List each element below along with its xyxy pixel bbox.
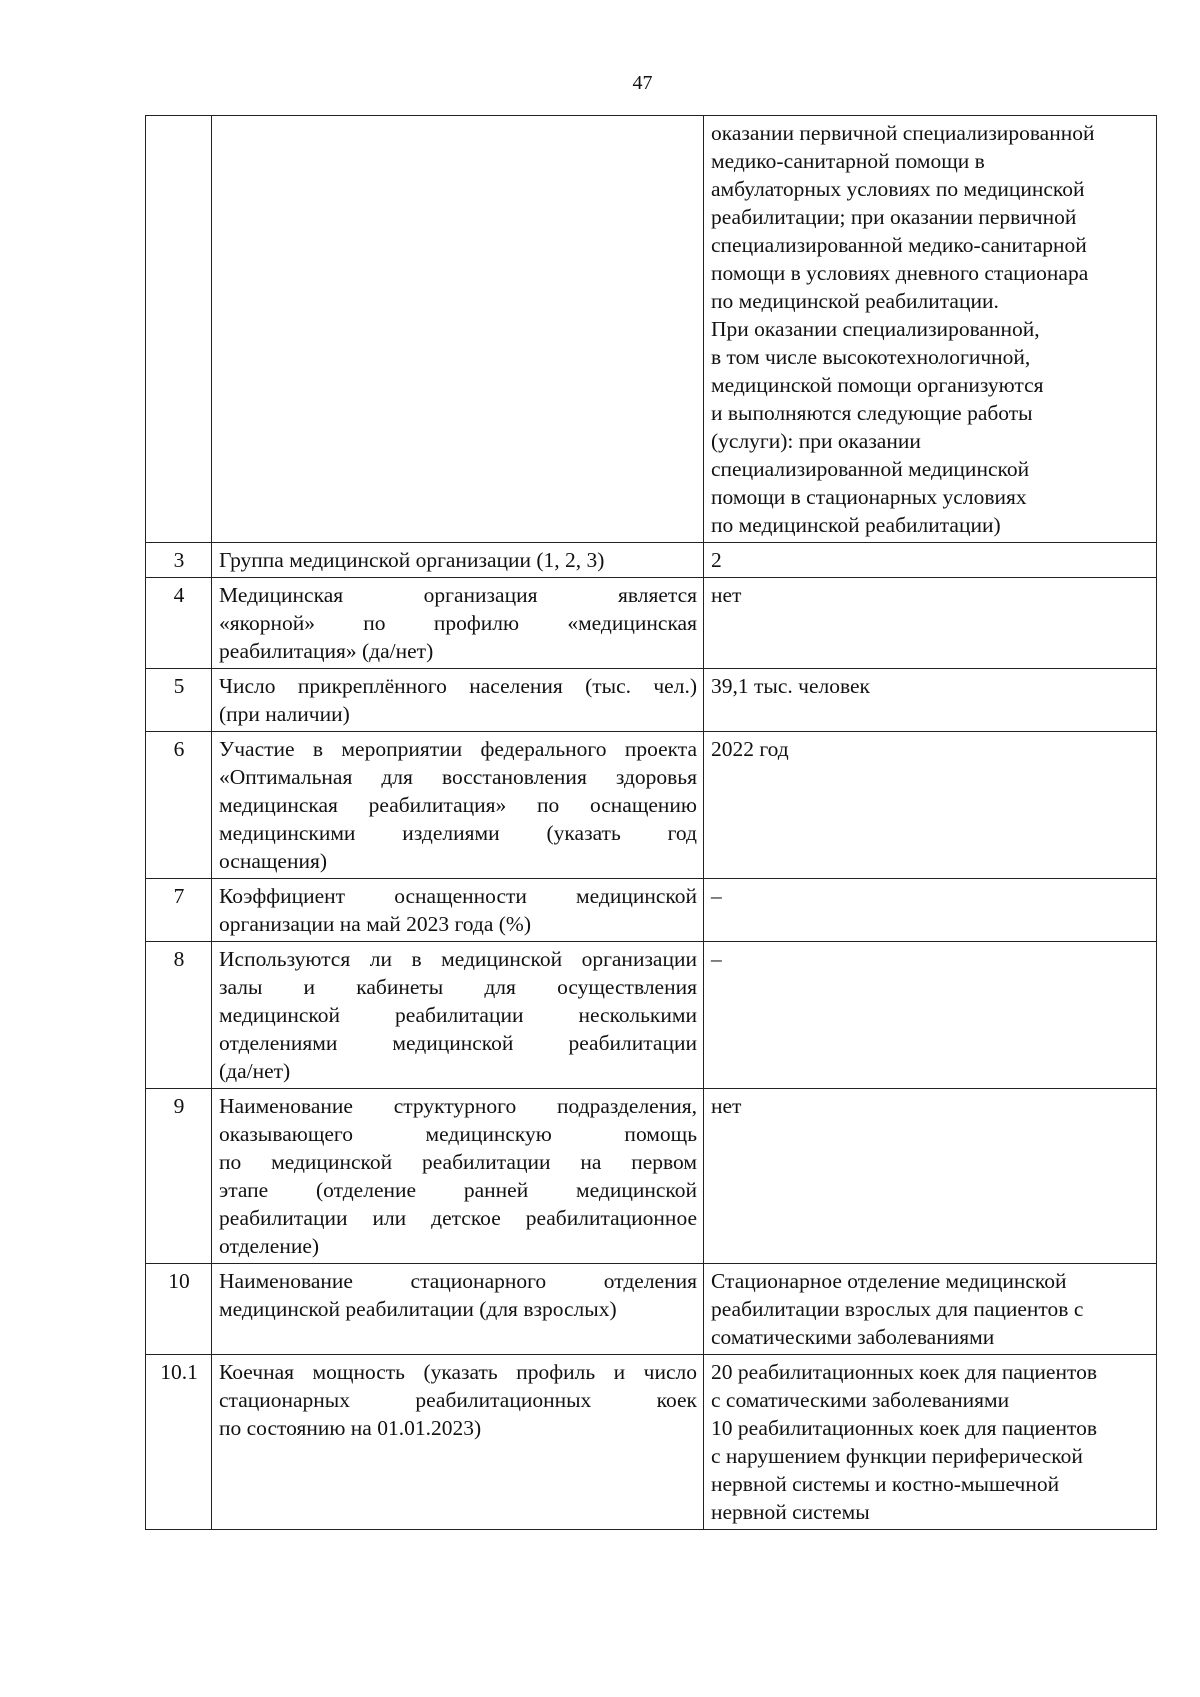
value-cell [704,543,1157,578]
parameter-line: медицинской реабилитации несколькими [219,1003,697,1027]
value-line: помощи в стационарных условиях [711,485,1027,509]
value-line: соматическими заболеваниями [711,1325,995,1349]
parameter-line: «якорной» по профилю «медицинская [219,611,697,635]
value-line: в том числе высокотехнологичной, [711,345,1031,369]
table-row [146,669,1157,732]
parameter-cell [212,1264,704,1355]
row-number: 3 [146,543,212,578]
value-cell [704,116,1157,543]
parameter-line: по медицинской реабилитации на первом [219,1150,697,1174]
parameter-line: отделениями медицинской реабилитации [219,1031,697,1055]
value-line: с соматическими заболеваниями [711,1388,1010,1412]
value-cell [704,1264,1157,1355]
parameter-line: оснащения) [219,849,328,873]
parameter-line: реабилитации или детское реабилитационное [219,1206,697,1230]
parameter-line: Коэффициент оснащенности медицинской [219,884,697,908]
parameter-line: Коечная мощность (указать профиль и число [219,1360,697,1384]
value-cell [704,1089,1157,1264]
parameter-line: медицинскими изделиями (указать год [219,821,697,845]
value-line: медицинской помощи организуются [711,373,1044,397]
value-cell [704,732,1157,879]
value-cell [704,669,1157,732]
value-cell [704,1355,1157,1530]
row-number: 4 [146,578,212,669]
value-line: помощи в условиях дневного стационара [711,261,1089,285]
table-row [146,578,1157,669]
parameter-line: Группа медицинской организации (1, 2, 3) [219,548,605,572]
parameter-cell [212,942,704,1089]
row-number [146,116,212,543]
parameter-cell [212,879,704,942]
value-line: Стационарное отделение медицинской [711,1269,1067,1293]
row-number: 9 [146,1089,212,1264]
table-row [146,732,1157,879]
row-number: 6 [146,732,212,879]
value-line: нервной системы [711,1500,870,1524]
value-line: амбулаторных условиях по медицинской [711,177,1085,201]
parameter-line: Медицинская организация является [219,583,697,607]
row-number: 10.1 [146,1355,212,1530]
value-line: 10 реабилитационных коек для пациентов [711,1416,1097,1440]
value-line: нервной системы и костно-мышечной [711,1472,1060,1496]
value-line: – [711,947,722,971]
parameter-line: «Оптимальная для восстановления здоровья [219,765,697,789]
value-line: с нарушением функции периферической [711,1444,1083,1468]
table-row [146,543,1157,578]
parameter-line: Наименование структурного подразделения, [219,1094,697,1118]
parameter-line: медицинской реабилитации (для взрослых) [219,1297,617,1321]
table-row [146,879,1157,942]
parameter-cell [212,1355,704,1530]
parameter-line: (при наличии) [219,702,350,726]
parameter-line: отделение) [219,1234,320,1258]
value-line: специализированной медицинской [711,457,1030,481]
parameter-line: этапе (отделение ранней медицинской [219,1178,697,1202]
value-cell [704,942,1157,1089]
row-number: 5 [146,669,212,732]
row-number: 10 [146,1264,212,1355]
parameter-line: реабилитация» (да/нет) [219,639,434,663]
value-line: по медицинской реабилитации) [711,513,1001,537]
row-number: 8 [146,942,212,1089]
parameter-line: медицинская реабилитация» по оснащению [219,793,697,817]
parameter-cell [212,1089,704,1264]
parameter-cell [212,578,704,669]
table-row [146,1089,1157,1264]
parameter-line: Наименование стационарного отделения [219,1269,697,1293]
value-line: – [711,884,722,908]
value-line: 2022 год [711,737,789,761]
parameter-line: организации на май 2023 года (%) [219,912,531,936]
parameter-line: (да/нет) [219,1059,291,1083]
value-line: медико-санитарной помощи в [711,149,985,173]
value-line: и выполняются следующие работы [711,401,1033,425]
table-row [146,1355,1157,1530]
parameter-line: стационарных реабилитационных коек [219,1388,697,1412]
value-line: реабилитации; при оказании первичной [711,205,1077,229]
row-number: 7 [146,879,212,942]
parameter-line: залы и кабинеты для осуществления [219,975,697,999]
value-line: При оказании специализированной, [711,317,1040,341]
value-cell [704,578,1157,669]
value-line: (услуги): при оказании [711,429,921,453]
parameter-line: Число прикреплённого населения (тыс. чел.) [219,674,697,698]
value-line: нет [711,583,742,607]
value-line: нет [711,1094,742,1118]
table-row [146,942,1157,1089]
page-number: 47 [632,72,653,94]
table-row [146,1264,1157,1355]
parameter-line: по состоянию на 01.01.2023) [219,1416,482,1440]
value-line: 39,1 тыс. человек [711,674,870,698]
value-line: специализированной медико-санитарной [711,233,1087,257]
parameter-cell [212,669,704,732]
parameter-cell [212,116,704,543]
table-row-continued [146,116,1157,543]
value-line: 20 реабилитационных коек для пациентов [711,1360,1097,1384]
parameter-line: Участие в мероприятии федерального проекта [219,737,697,761]
parameter-line: Используются ли в медицинской организации [219,947,697,971]
value-line: оказании первичной специализированной [711,121,1095,145]
parameter-cell [212,543,704,578]
value-line: 2 [711,548,722,572]
parameter-line: оказывающего медицинскую помощь [219,1122,697,1146]
value-line: реабилитации взрослых для пациентов с [711,1297,1084,1321]
value-line: по медицинской реабилитации. [711,289,999,313]
value-cell [704,879,1157,942]
info-table [145,115,1157,1530]
parameter-cell [212,732,704,879]
